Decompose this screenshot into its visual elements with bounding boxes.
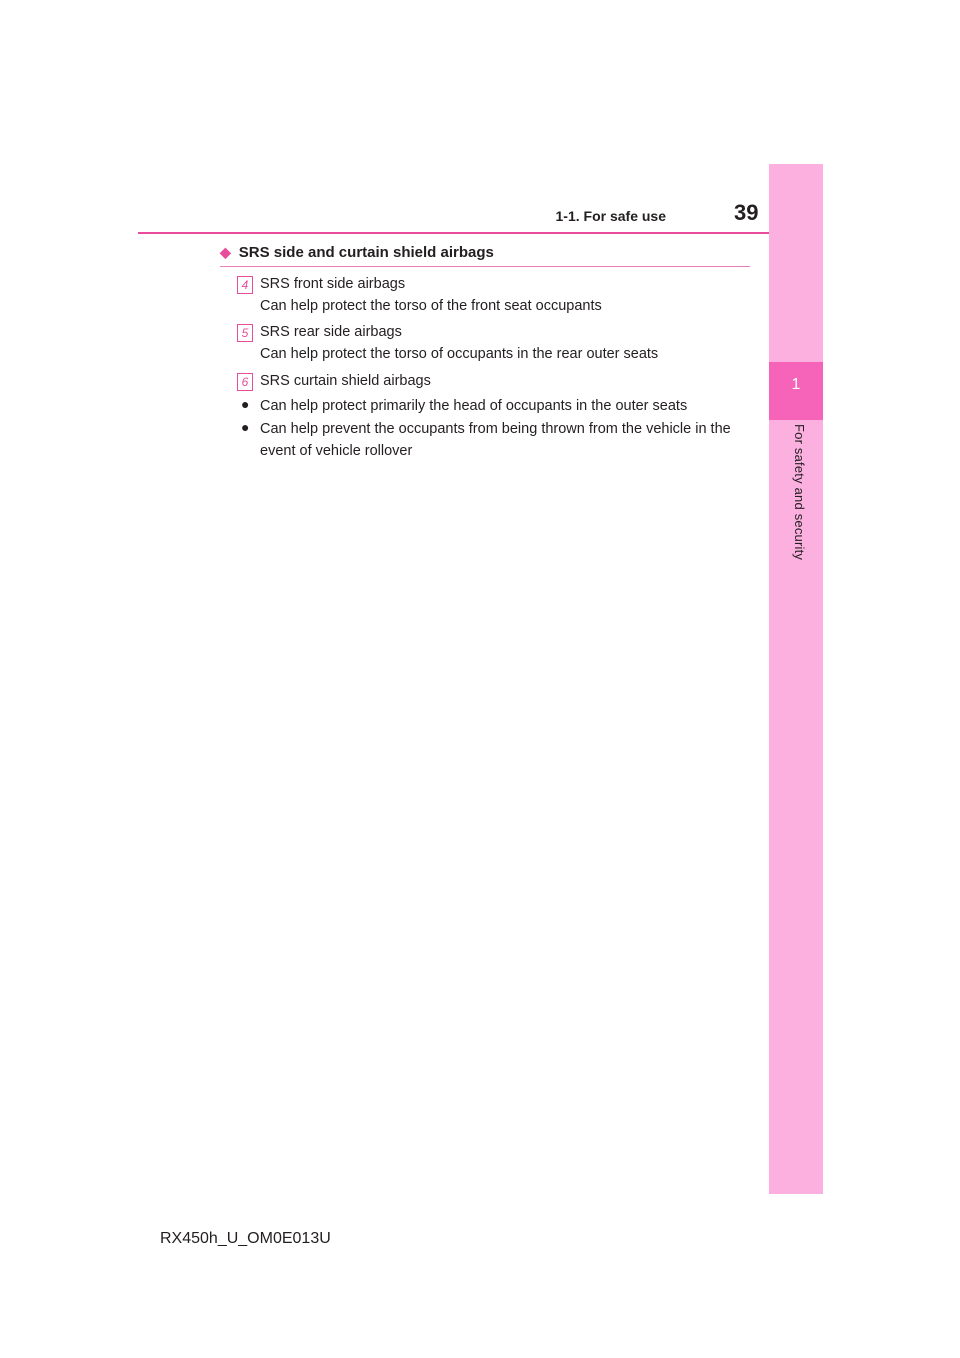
item-number-badge: 5 [237, 324, 253, 342]
footer-doc-code: RX450h_U_OM0E013U [160, 1230, 331, 1247]
header-section-title: 1-1. For safe use [555, 208, 666, 224]
bullet-text: Can help prevent the occupants from being thrown from the vehicle in the event of vehicle rollover [260, 421, 731, 459]
item-title: SRS curtain shield airbags [260, 373, 431, 389]
bullet-text: Can help protect primarily the head of occupants in the outer seats [260, 398, 688, 414]
item-number-badge: 6 [237, 373, 253, 391]
bullet-icon: ● [241, 419, 250, 435]
header-divider [138, 232, 822, 234]
item-title: SRS front side airbags [260, 276, 406, 292]
item-title: SRS rear side airbags [260, 324, 402, 340]
chapter-number: 1 [791, 376, 801, 393]
item-description: Can help protect the torso of the front seat occupants [260, 298, 602, 314]
chapter-side-tab [769, 164, 823, 1194]
item-number-badge: 4 [237, 276, 253, 294]
chapter-title: For safety and security [792, 424, 807, 561]
diamond-icon: ◆ [220, 244, 231, 260]
section-divider [220, 266, 750, 267]
page-number: 39 [734, 200, 759, 225]
section-heading-text: SRS side and curtain shield airbags [238, 244, 494, 261]
bullet-icon: ● [241, 396, 250, 412]
section-heading [220, 244, 494, 261]
item-description: Can help protect the torso of occupants in the rear outer seats [260, 346, 659, 362]
